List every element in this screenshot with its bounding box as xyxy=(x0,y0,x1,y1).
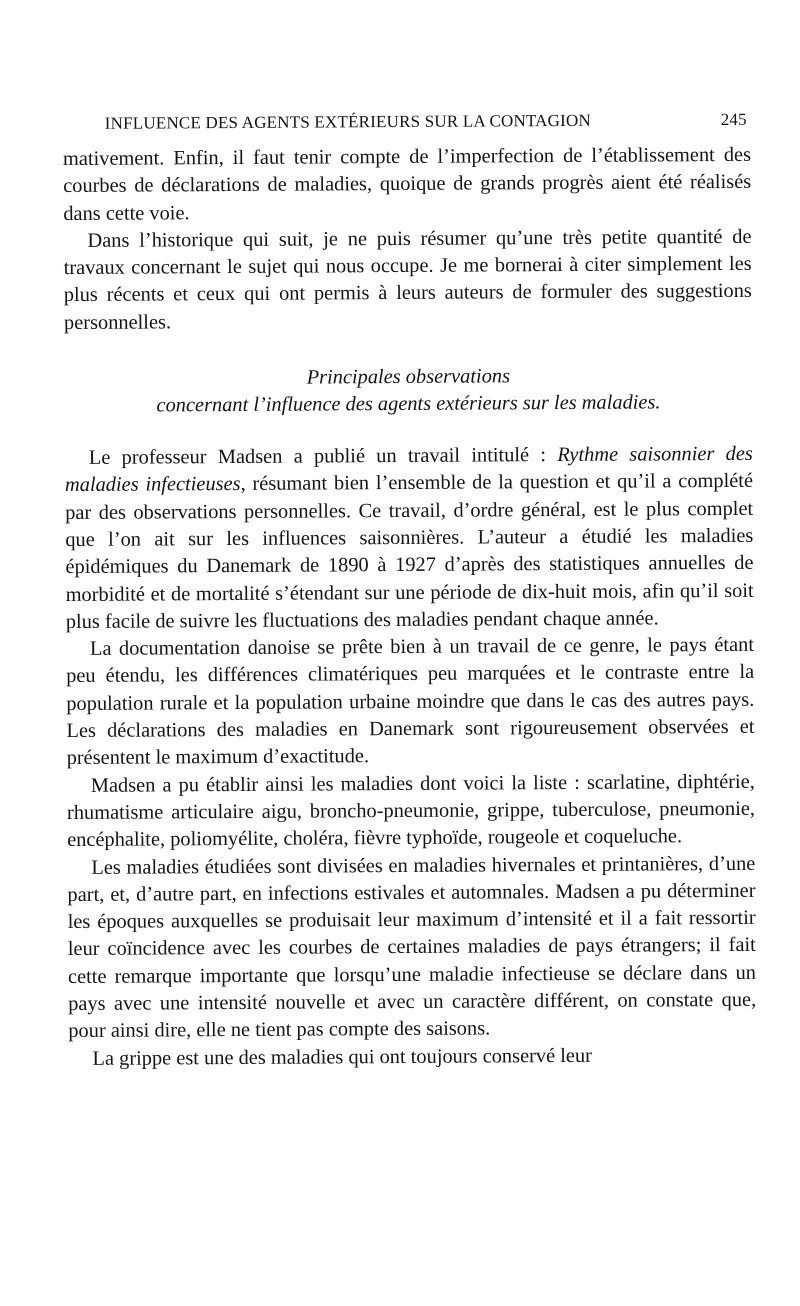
paragraph-disease-list: Madsen a pu établir ainsi les maladies dont voici la liste : scarlatine, diphtérie, rhumatisme articulaire aigu, broncho-pneumonie, grippe, tuberculose, pneumonie, encéphalite, poliomyélite, choléra, fièvre typhoïde, rougeole et coqueluche. xyxy=(66,770,756,852)
paragraph-historique: Dans l’historique qui suit, je ne puis résumer qu’une très petite quantité de travaux concernant le sujet qui nous occupe. Je me bornerai à citer simplement les plus récents et ceux qui ont permis à leurs auteurs de formuler des suggestions personnelles. xyxy=(63,225,752,334)
paragraph-seasonal-division: Les maladies étudiées sont divisées en maladies hivernales et printanières, d’une part, et, d’autre part, en infections estivales et automnales. Madsen a pu déterminer les époques auxquelles se produisait leur maximum d’intensité et il a fait ressortir leur coïncidence avec les courbes de certaines maladies de pays étrangers; il fait cette remarque importante que lorsqu’une maladie infectieuse se déclare dans un pays avec une intensité nouvelle et avec un caractère différent, on constate que, pour ainsi dire, elle ne tient pas compte des saisons. xyxy=(67,852,757,1043)
section-heading-line-1: Principales observations xyxy=(306,365,511,389)
paragraph-documentation: La documentation danoise se prête bien à un travail de ce genre, le pays étant peu étendu, les différences climatériques peu marquées et le contraste entre la population rurale et la population urbaine moindre que dans le cas des autres pays. Les déclarations des maladies en Danemark sont rigoureusement observées et présentent le maximum d’exactitude. xyxy=(66,633,755,770)
work-title: Rythme saisonnier des maladies infectieuses xyxy=(64,442,753,497)
paragraph-madsen-intro xyxy=(65,441,754,636)
running-header xyxy=(105,110,747,134)
section-heading-line-2: concernant l’influence des agents extérieurs sur les maladies. xyxy=(156,391,661,417)
paragraph-madsen-intro-lead: Le professeur Madsen a publié un travail intitulé : xyxy=(88,444,558,469)
paragraph-grippe: La grippe est une des maladies qui ont toujours conservé leur xyxy=(92,1044,592,1070)
paragraph-madsen-intro-rest: , résumant bien l’ensemble de la question et qu’il a complété par des observations personnelles. Ce travail, d’ordre général, est le plus complet que l’on ait sur les influences saisonnières. L’auteur a étudié les maladies épidémiques du Danemark de 1890 à 1927 d’après des statistiques annuelles de morbidité et de mortalité s’étendant sur une période de dix-huit mois, afin qu’il soit plus facile de suivre les fluctuations des maladies pendant chaque année. xyxy=(65,470,754,633)
section-heading xyxy=(64,362,752,420)
running-header-title: INFLUENCE DES AGENTS EXTÉRIEURS SUR LA CONTAGION xyxy=(104,110,591,133)
paragraph-continuation: mativement. Enfin, il faut tenir compte de l’imperfection de l’établissement des courbes de déclarations de maladies, quoique de grands progrès aient été réalisés dans cette voie. xyxy=(62,143,752,225)
page-number: 245 xyxy=(720,109,747,130)
